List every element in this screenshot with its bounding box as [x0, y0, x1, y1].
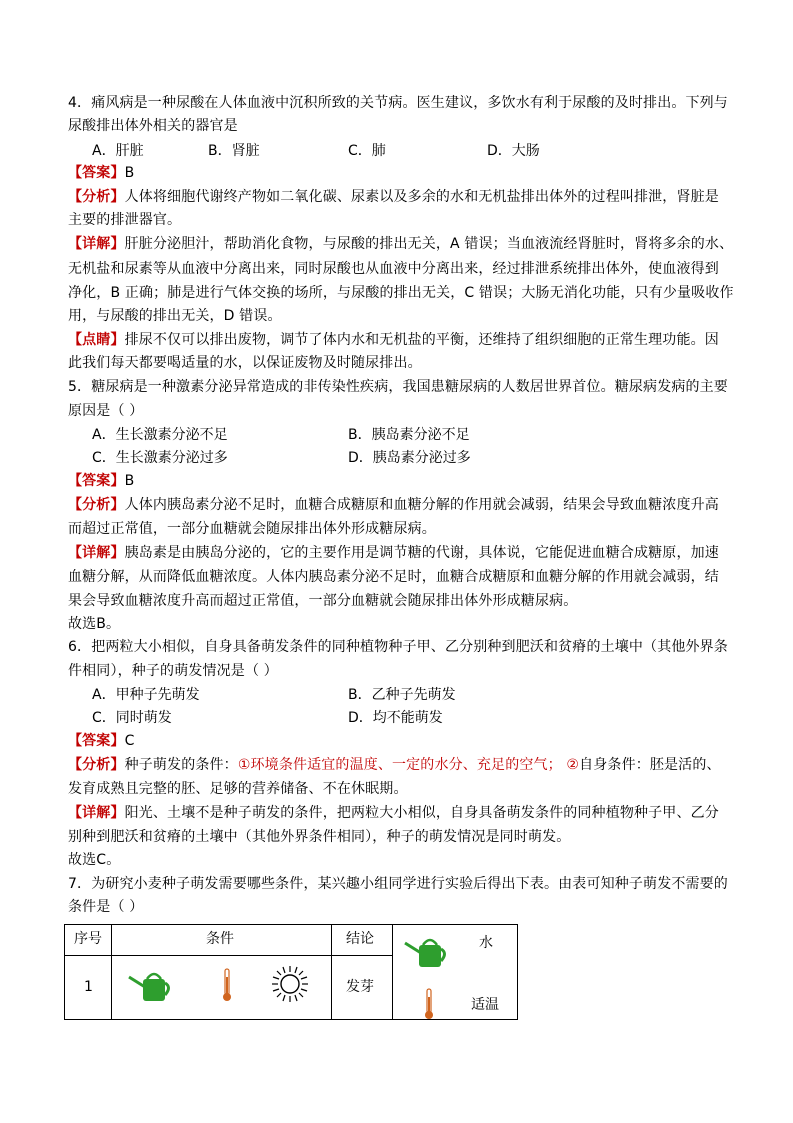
q5-option-b: B．胰岛素分泌不足: [348, 427, 470, 443]
q7-stem-line1: 7．为研究小麦种子萌发需要哪些条件，某兴趣小组同学进行实验后得出下表。由表可知种子萌发不需要的: [68, 876, 728, 892]
analysis-tag: 【分析】: [68, 757, 125, 773]
table-divider: [392, 925, 393, 1019]
q4-option-d: D．大肠: [487, 143, 540, 159]
thermometer-icon: [423, 987, 435, 1021]
q5-analysis-line1: [68, 494, 728, 517]
q4-answer: [68, 162, 728, 185]
watering-can-icon: [127, 967, 173, 1003]
q6-conclusion: 故选C。: [68, 852, 121, 868]
q6-analysis-line1: [68, 754, 728, 777]
detail-tag: 【详解】: [68, 545, 125, 561]
q4-comment-line1: [68, 329, 728, 352]
table-divider: [65, 955, 393, 956]
legend-water-label: 水: [479, 935, 493, 951]
table-header-seq: 序号: [74, 931, 102, 947]
q6-stem-line2: 件相同），种子的萌发情况是（ ）: [68, 663, 278, 679]
table-row1-seq: 1: [84, 979, 93, 995]
q4-stem-line1: 4．痛风病是一种尿酸在人体血液中沉积所致的关节病。医生建议，多饮水有利于尿酸的及时排出。下列与: [68, 95, 728, 111]
table-header-condition: 条件: [206, 931, 234, 947]
q4-option-c: C．肺: [348, 143, 386, 159]
answer-value: B: [124, 473, 135, 489]
q5-stem-line1: 5．糖尿病是一种激素分泌异常造成的非传染性疾病，我国患糖尿病的人数居世界首位。糖尿病发病的主要: [68, 379, 728, 395]
table-row1-result: 发芽: [346, 979, 374, 995]
q5-option-d: D．胰岛素分泌过多: [348, 450, 471, 466]
q6-answer: [68, 730, 728, 753]
detail-text: 肝脏分泌胆汁，帮助消化食物，与尿酸的排出无关，A 错误；当血液流经肾脏时，肾将多余的水、: [124, 236, 734, 252]
q4-detail-line1: [68, 233, 734, 256]
q6-option-b: B．乙种子先萌发: [348, 687, 456, 703]
sun-icon: [271, 965, 309, 1003]
q4-analysis-line1: [68, 186, 728, 209]
watering-can-icon: [403, 933, 449, 969]
q6-option-a: A．甲种子先萌发: [92, 687, 200, 703]
q5-conclusion: 故选B。: [68, 616, 121, 632]
q5-analysis-line2: 而超过正常值，一部分血糖就会随尿排出体外形成糖尿病。: [68, 521, 436, 537]
q6-option-d: D．均不能萌发: [348, 710, 443, 726]
q6-detail-line2: 别种到肥沃和贫瘠的土壤中（其他外界条件相同），种子的萌发情况是同时萌发。: [68, 829, 571, 845]
q5-detail-line2: 血糖分解，从而降低血糖浓度。人体内胰岛素分泌不足时，血糖合成糖原和血糖分解的作用就会减弱，结: [68, 569, 719, 585]
table-divider: [111, 925, 112, 1019]
detail-tag: 【详解】: [68, 236, 125, 252]
q6-analysis-line2: 发育成熟且完整的胚、足够的营养储备、不在休眠期。: [68, 781, 408, 797]
q5-detail-line3: 果会导致血糖浓度升高而超过正常值，一部分血糖就会随尿排出体外形成糖尿病。: [68, 593, 578, 609]
q5-detail-line1: [68, 542, 728, 565]
thermometer-icon: [221, 967, 233, 1003]
answer-tag: 【答案】: [68, 733, 125, 749]
analysis-text-c: 自身条件：胚是活的、: [579, 757, 721, 773]
q5-option-c: C．生长激素分泌过多: [92, 450, 228, 466]
q4-analysis-line2: 主要的排泄器官。: [68, 212, 182, 228]
analysis-text-b: ①环境条件适宜的温度、一定的水分、充足的空气； ②: [237, 757, 580, 773]
q6-stem-line1: 6．把两粒大小相似，自身具备萌发条件的同种植物种子甲、乙分别种到肥沃和贫瘠的土壤中（其他外界条: [68, 639, 728, 655]
comment-text: 排尿不仅可以排出废物，调节了体内水和无机盐的平衡，还维持了组织细胞的正常生理功能。因: [124, 332, 719, 348]
analysis-tag: 【分析】: [68, 189, 125, 205]
answer-tag: 【答案】: [68, 473, 125, 489]
comment-tag: 【点睛】: [68, 332, 125, 348]
table-header-result: 结论: [346, 931, 374, 947]
analysis-tag: 【分析】: [68, 497, 125, 513]
table-divider: [331, 925, 332, 1019]
q7-table: [64, 924, 518, 1020]
detail-text: 阳光、土壤不是种子萌发的条件，把两粒大小相似，自身具备萌发条件的同种植物种子甲、乙分: [124, 805, 719, 821]
q4-option-a: A．肝脏: [92, 143, 144, 159]
detail-tag: 【详解】: [68, 805, 125, 821]
answer-value: C: [124, 733, 135, 749]
analysis-text: 人体将细胞代谢终产物如二氧化碳、尿素以及多余的水和无机盐排出体外的过程叫排泄，肾脏是: [124, 189, 719, 205]
q5-stem-line2: 原因是（ ）: [68, 403, 144, 419]
legend-temp-label: 适温: [471, 997, 499, 1013]
answer-tag: 【答案】: [68, 165, 125, 181]
q4-detail-line2: 无机盐和尿素等从血液中分离出来，同时尿酸也从血液中分离出来，经过排泄系统排出体外，使血液得到: [68, 261, 719, 277]
q5-answer: [68, 470, 728, 493]
analysis-text-a: 种子萌发的条件：: [124, 757, 238, 773]
q4-stem-line2: 尿酸排出体外相关的器官是: [68, 118, 238, 134]
q6-option-c: C．同时萌发: [92, 710, 172, 726]
q7-stem-line2: 条件是（ ）: [68, 899, 144, 915]
analysis-text: 人体内胰岛素分泌不足时，血糖合成糖原和血糖分解的作用就会减弱，结果会导致血糖浓度升高: [124, 497, 719, 513]
q4-option-b: B．肾脏: [208, 143, 260, 159]
answer-value: B: [124, 165, 135, 181]
detail-text: 胰岛素是由胰岛分泌的，它的主要作用是调节糖的代谢，具体说，它能促进血糖合成糖原，加速: [124, 545, 719, 561]
q6-detail-line1: [68, 802, 728, 825]
q4-detail-line3: 净化，B 正确；肺是进行气体交换的场所，与尿酸的排出无关，C 错误；大肠无消化功能，只有少量吸收作: [68, 285, 734, 301]
q4-comment-line2: 此我们每天都要喝适量的水，以保证废物及时随尿排出。: [68, 355, 422, 371]
q5-option-a: A．生长激素分泌不足: [92, 427, 228, 443]
q4-detail-line4: 用，与尿酸的排出无关，D 错误。: [68, 308, 282, 324]
